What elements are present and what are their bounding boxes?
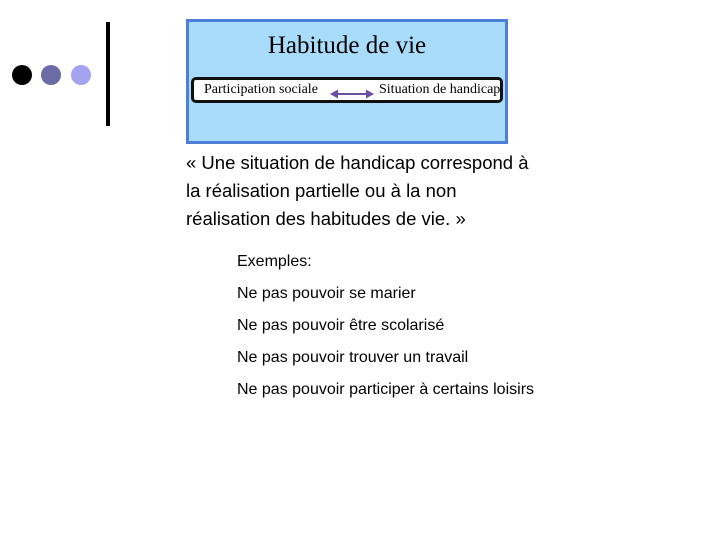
bullet-dot-icon-lavender	[71, 65, 91, 85]
example-item: Ne pas pouvoir être scolarisé	[237, 317, 445, 334]
example-item: Ne pas pouvoir participer à certains loisirs	[237, 381, 535, 398]
examples-heading: Exemples:	[237, 253, 312, 270]
example-item: Ne pas pouvoir se marier	[237, 285, 416, 302]
bullet-dot-icon-purple	[41, 65, 61, 85]
example-item: Ne pas pouvoir trouver un travail	[237, 349, 469, 366]
examples-list	[237, 250, 537, 402]
double-headed-arrow-icon	[330, 88, 374, 100]
handicap-label: Situation de handicap	[379, 82, 501, 97]
bullet-dot-icon-black	[12, 65, 32, 85]
diagram-title: Habitude de vie	[267, 32, 427, 59]
vertical-divider	[106, 22, 110, 126]
definition-quote: « Une situation de handicap correspond à la réalisation partielle ou à la non réalisation des habitudes de vie. »	[186, 152, 529, 229]
participation-label: Participation sociale	[204, 82, 318, 97]
diagram-box	[186, 19, 508, 144]
relation-box	[191, 77, 503, 103]
